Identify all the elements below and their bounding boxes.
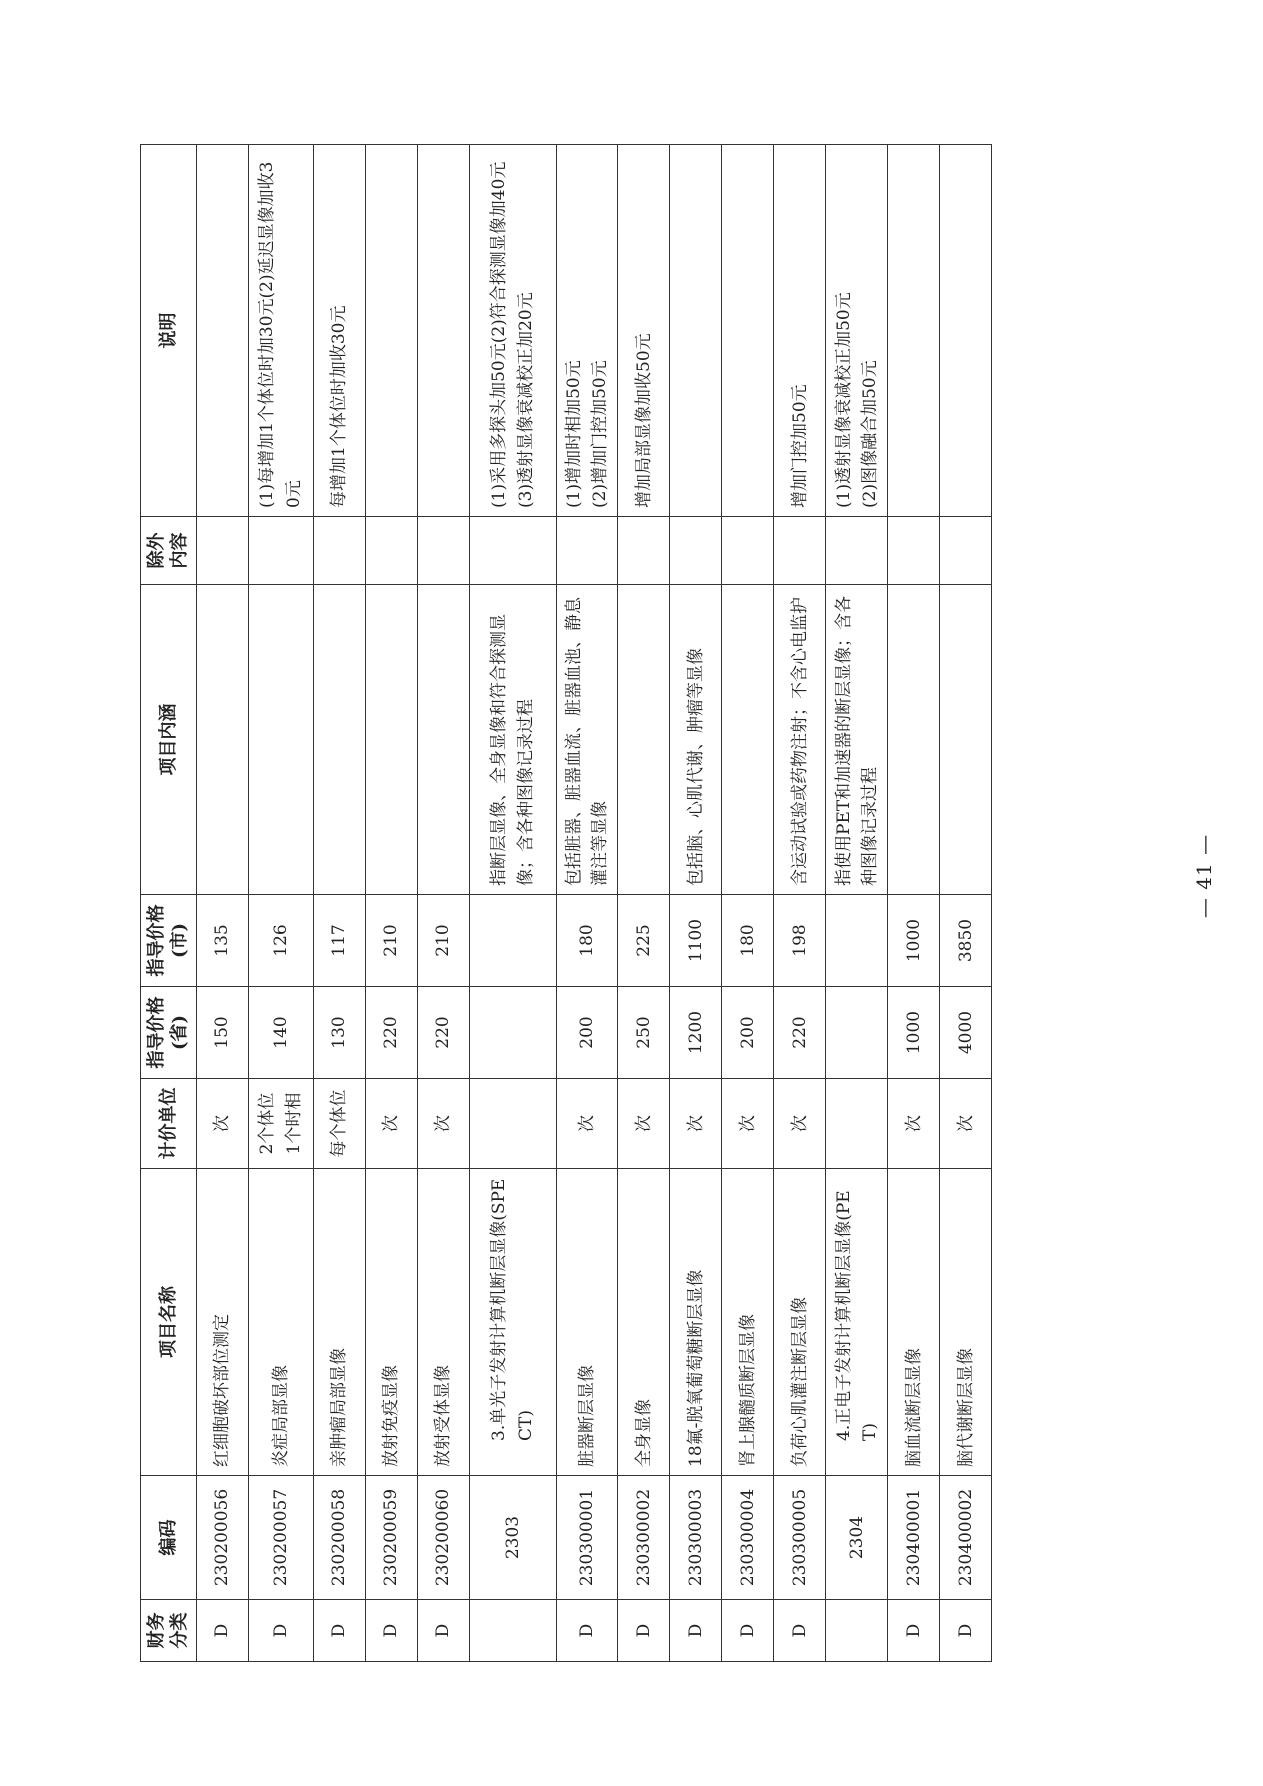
- cell-content: 指断层显像、全身显像和符合探测显像；含各种图像记录过程: [469, 585, 556, 895]
- cell-unit: 次: [774, 1079, 826, 1169]
- cell-content: [196, 585, 248, 895]
- cell-exclusions: [618, 517, 670, 585]
- cell-item-name: 肾上腺髓质断层显像: [722, 1169, 774, 1476]
- cell-code: 230300004: [722, 1476, 774, 1600]
- cell-item-name: 放射免疫显像: [365, 1169, 417, 1476]
- table-row: [618, 145, 670, 1662]
- cell-exclusions: [888, 517, 940, 585]
- cell-notes: 增加局部显像加收50元: [618, 145, 670, 517]
- cell-price-province: 150: [196, 987, 248, 1079]
- table-row: [313, 145, 365, 1662]
- cell-code: 230200058: [313, 1476, 365, 1600]
- cell-exclusions: [196, 517, 248, 585]
- cell-unit: 2个体位 1个时相: [248, 1079, 313, 1169]
- table-row: [556, 145, 618, 1662]
- cell-price-city: [826, 895, 888, 987]
- cell-unit: 次: [670, 1079, 722, 1169]
- header-price-province: 指导价格 (省): [141, 987, 197, 1079]
- cell-content: [940, 585, 992, 895]
- cell-price-province: [469, 987, 556, 1079]
- cell-item-name: 18氟-脱氧葡萄糖断层显像: [670, 1169, 722, 1476]
- cell-price-city: 1000: [888, 895, 940, 987]
- cell-unit: 次: [196, 1079, 248, 1169]
- table-row: [722, 145, 774, 1662]
- cell-price-city: 210: [417, 895, 469, 987]
- table-row: [469, 145, 556, 1662]
- cell-category: D: [774, 1600, 826, 1662]
- table-row: [417, 145, 469, 1662]
- cell-exclusions: [248, 517, 313, 585]
- cell-price-city: 3850: [940, 895, 992, 987]
- cell-category: D: [313, 1600, 365, 1662]
- header-category: 财务分类: [141, 1600, 197, 1662]
- cell-item-name: 亲肿瘤局部显像: [313, 1169, 365, 1476]
- cell-notes: 增加门控加50元: [774, 145, 826, 517]
- cell-exclusions: [826, 517, 888, 585]
- cell-unit: 每个体位: [313, 1079, 365, 1169]
- cell-exclusions: [940, 517, 992, 585]
- header-item-name: 项目名称: [141, 1169, 197, 1476]
- cell-price-province: 4000: [940, 987, 992, 1079]
- cell-notes: (1)透射显像衰减校正加50元 (2)图像融合加50元: [826, 145, 888, 517]
- cell-unit: 次: [888, 1079, 940, 1169]
- table-row: [826, 145, 888, 1662]
- cell-price-province: [826, 987, 888, 1079]
- cell-exclusions: [670, 517, 722, 585]
- cell-notes: [365, 145, 417, 517]
- cell-notes: (1)采用多探头加50元(2)符合探测显像加40元(3)透射显像衰减校正加20元: [469, 145, 556, 517]
- cell-price-city: 180: [722, 895, 774, 987]
- cell-notes: [196, 145, 248, 517]
- cell-category: D: [417, 1600, 469, 1662]
- cell-content: 含运动试验或药物注射；不含心电监护: [774, 585, 826, 895]
- cell-item-name: 红细胞破坏部位测定: [196, 1169, 248, 1476]
- cell-content: [417, 585, 469, 895]
- cell-category: D: [365, 1600, 417, 1662]
- cell-item-name: 脑代谢断层显像: [940, 1169, 992, 1476]
- cell-content: [618, 585, 670, 895]
- page-number: — 41 —: [1192, 833, 1216, 919]
- pricing-table: [140, 144, 992, 1662]
- cell-content: [313, 585, 365, 895]
- cell-price-city: 180: [556, 895, 618, 987]
- cell-exclusions: [365, 517, 417, 585]
- cell-notes: [888, 145, 940, 517]
- cell-exclusions: [417, 517, 469, 585]
- cell-category: D: [940, 1600, 992, 1662]
- cell-notes: 每增加1个体位时加收30元: [313, 145, 365, 517]
- cell-exclusions: [774, 517, 826, 585]
- cell-code: 230400001: [888, 1476, 940, 1600]
- cell-item-name: 脑血流断层显像: [888, 1169, 940, 1476]
- cell-category: [469, 1600, 556, 1662]
- cell-price-province: 220: [417, 987, 469, 1079]
- cell-code: 2304: [826, 1476, 888, 1600]
- cell-unit: 次: [556, 1079, 618, 1169]
- cell-notes: [670, 145, 722, 517]
- cell-notes: [940, 145, 992, 517]
- cell-code: 230200056: [196, 1476, 248, 1600]
- cell-category: [826, 1600, 888, 1662]
- table-header-row: [141, 145, 197, 1662]
- cell-price-city: 198: [774, 895, 826, 987]
- cell-exclusions: [313, 517, 365, 585]
- cell-price-city: 117: [313, 895, 365, 987]
- cell-price-city: 126: [248, 895, 313, 987]
- cell-price-city: 135: [196, 895, 248, 987]
- cell-code: 230300003: [670, 1476, 722, 1600]
- cell-code: 230300002: [618, 1476, 670, 1600]
- cell-code: 230200059: [365, 1476, 417, 1600]
- cell-price-province: 200: [556, 987, 618, 1079]
- cell-notes: [722, 145, 774, 517]
- cell-content: [248, 585, 313, 895]
- cell-category: D: [556, 1600, 618, 1662]
- cell-unit: 次: [940, 1079, 992, 1169]
- cell-content: [888, 585, 940, 895]
- cell-notes: [417, 145, 469, 517]
- cell-unit: [469, 1079, 556, 1169]
- cell-content: 包括脑、心肌代谢、肿瘤等显像: [670, 585, 722, 895]
- cell-exclusions: [556, 517, 618, 585]
- cell-unit: 次: [722, 1079, 774, 1169]
- cell-price-province: 220: [365, 987, 417, 1079]
- cell-unit: 次: [417, 1079, 469, 1169]
- cell-category: D: [248, 1600, 313, 1662]
- cell-price-province: 130: [313, 987, 365, 1079]
- cell-exclusions: [722, 517, 774, 585]
- cell-price-province: 250: [618, 987, 670, 1079]
- cell-unit: [826, 1079, 888, 1169]
- table-row: [940, 145, 992, 1662]
- cell-code: 230300005: [774, 1476, 826, 1600]
- cell-item-name: 4.正电子发射计算机断层显像(PET): [826, 1169, 888, 1476]
- header-unit: 计价单位: [141, 1079, 197, 1169]
- header-price-city: 指导价格 (市): [141, 895, 197, 987]
- cell-price-province: 140: [248, 987, 313, 1079]
- cell-category: D: [196, 1600, 248, 1662]
- cell-item-name: 脏器断层显像: [556, 1169, 618, 1476]
- table-row: [774, 145, 826, 1662]
- cell-price-province: 1000: [888, 987, 940, 1079]
- cell-item-name: 3.单光子发射计算机断层显像(SPECT): [469, 1169, 556, 1476]
- cell-unit: 次: [618, 1079, 670, 1169]
- cell-item-name: 炎症局部显像: [248, 1169, 313, 1476]
- cell-price-province: 1200: [670, 987, 722, 1079]
- header-exclusions: 除外内容: [141, 517, 197, 585]
- cell-code: 230300001: [556, 1476, 618, 1600]
- cell-price-city: 225: [618, 895, 670, 987]
- header-code: 编码: [141, 1476, 197, 1600]
- cell-notes: (1)增加时相加50元 (2)增加门控加50元: [556, 145, 618, 517]
- cell-item-name: 放射受体显像: [417, 1169, 469, 1476]
- cell-price-city: 1100: [670, 895, 722, 987]
- cell-category: D: [888, 1600, 940, 1662]
- cell-price-province: 220: [774, 987, 826, 1079]
- cell-item-name: 全身显像: [618, 1169, 670, 1476]
- cell-content: [365, 585, 417, 895]
- cell-price-city: 210: [365, 895, 417, 987]
- cell-content: [722, 585, 774, 895]
- cell-content: 指使用PET和加速器的断层显像；含各种图像记录过程: [826, 585, 888, 895]
- cell-price-province: 200: [722, 987, 774, 1079]
- header-notes: 说明: [141, 145, 197, 517]
- cell-category: D: [670, 1600, 722, 1662]
- cell-exclusions: [469, 517, 556, 585]
- cell-category: D: [618, 1600, 670, 1662]
- cell-code: 230400002: [940, 1476, 992, 1600]
- cell-notes: (1)每增加1个体位时加30元(2)延迟显像加收30元: [248, 145, 313, 517]
- cell-code: 2303: [469, 1476, 556, 1600]
- table-row: [248, 145, 313, 1662]
- cell-content: 包括脏器、脏器血流、脏器血池、静息灌注等显像: [556, 585, 618, 895]
- cell-item-name: 负荷心肌灌注断层显像: [774, 1169, 826, 1476]
- cell-price-city: [469, 895, 556, 987]
- cell-category: D: [722, 1600, 774, 1662]
- cell-code: 230200060: [417, 1476, 469, 1600]
- cell-unit: 次: [365, 1079, 417, 1169]
- table-row: [196, 145, 248, 1662]
- cell-code: 230200057: [248, 1476, 313, 1600]
- table-row: [365, 145, 417, 1662]
- table-row: [888, 145, 940, 1662]
- table-row: [670, 145, 722, 1662]
- header-content: 项目内涵: [141, 585, 197, 895]
